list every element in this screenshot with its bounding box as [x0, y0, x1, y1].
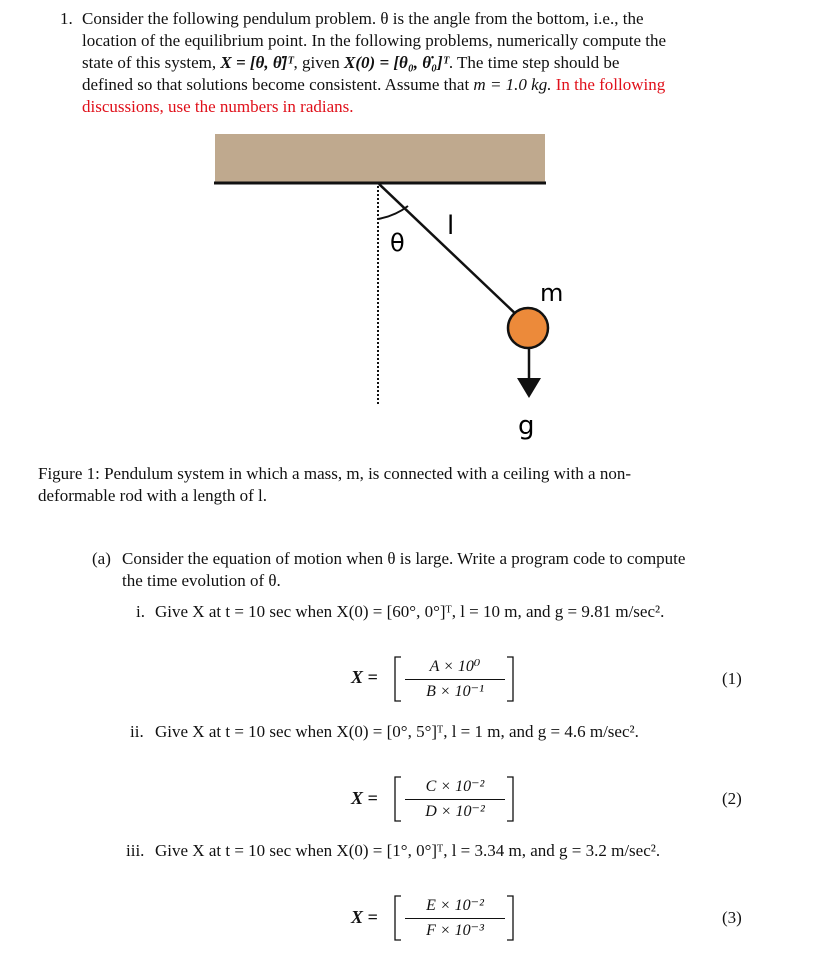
initial-state: X(0) = [θ₀, θ̇₀]ᵀ — [344, 53, 449, 72]
intro-line-3-a: state of this system, — [82, 53, 221, 72]
item-ii-bottom: D × 10⁻² — [425, 803, 485, 820]
problem-number: 1. — [60, 9, 73, 28]
part-a-text-line-2: the time evolution of θ. — [122, 571, 281, 590]
radians-note-2: discussions, use the numbers in radians. — [82, 97, 354, 116]
item-i-label: i. — [136, 602, 145, 621]
intro-line-1: Consider the following pendulum problem. θ is the angle from the bottom, i.e., the — [82, 9, 644, 28]
figure-caption-line-2: deformable rod with a length of l. — [38, 486, 267, 505]
item-ii-divider — [405, 799, 505, 800]
item-iii-top: E × 10⁻² — [426, 897, 484, 914]
part-a-text-line-1: Consider the equation of motion when θ is large. Write a program code to compute — [122, 549, 686, 568]
item-i-bottom: B × 10⁻¹ — [426, 683, 484, 700]
item-iii-lhs: X = — [351, 907, 378, 927]
item-iii-right-bracket — [505, 895, 515, 941]
item-ii-label: ii. — [130, 722, 144, 741]
item-ii-text: Give X at t = 10 sec when X(0) = [0°, 5°]ᵀ, l = 1 m, and g = 4.6 m/sec². — [155, 722, 639, 741]
item-i-divider — [405, 679, 505, 680]
theta-label: θ — [390, 229, 405, 257]
item-i-top: A × 10⁰ — [429, 658, 481, 675]
pendulum-mass — [508, 308, 548, 348]
intro-line-2: location of the equilibrium point. In the following problems, numerically compute the — [82, 31, 667, 50]
part-a-label: (a) — [92, 549, 111, 568]
equation-number-2: (2) — [722, 789, 742, 808]
item-i-left-bracket — [393, 656, 403, 702]
item-iii-divider — [405, 918, 505, 919]
figure-caption-line-1: Figure 1: Pendulum system in which a mass, m, is connected with a ceiling with a non- — [38, 464, 632, 483]
mass-label: m — [540, 279, 564, 307]
item-i-text: Give X at t = 10 sec when X(0) = [60°, 0°]ᵀ, l = 10 m, and g = 9.81 m/sec². — [155, 602, 665, 621]
state-vector: X = [θ, θ̇]ᵀ — [220, 53, 294, 72]
length-label: l — [447, 211, 455, 241]
item-iii-label: iii. — [126, 841, 145, 860]
item-ii-fraction — [405, 777, 505, 822]
item-ii-left-bracket — [393, 776, 403, 822]
gravity-arrow-head — [517, 378, 541, 398]
item-ii-lhs: X = — [351, 788, 378, 808]
item-iii-left-bracket — [393, 895, 403, 941]
item-ii-right-bracket — [505, 776, 515, 822]
item-iii-fraction — [405, 896, 505, 941]
item-iii-text: Give X at t = 10 sec when X(0) = [1°, 0°]ᵀ, l = 3.34 m, and g = 3.2 m/sec². — [155, 841, 661, 860]
equation-number-3: (3) — [722, 908, 742, 927]
radians-note-1: In the following — [551, 75, 666, 94]
mass-assumption: m = 1.0 kg. — [473, 75, 552, 94]
equation-number-1: (1) — [722, 669, 742, 688]
ceiling — [215, 134, 545, 182]
item-ii-top: C × 10⁻² — [425, 778, 485, 795]
item-i-lhs: X = — [351, 667, 378, 687]
item-iii-bottom: F × 10⁻³ — [426, 922, 484, 939]
intro-line-3-b: , given — [293, 53, 345, 72]
pendulum-figure — [0, 0, 820, 470]
gravity-label: g — [518, 411, 535, 441]
item-i-fraction — [405, 657, 505, 702]
intro-line-4-a: defined so that solutions become consistent. Assume that — [82, 75, 474, 94]
intro-line-3-c: . The time step should be — [448, 53, 620, 72]
item-i-right-bracket — [505, 656, 515, 702]
